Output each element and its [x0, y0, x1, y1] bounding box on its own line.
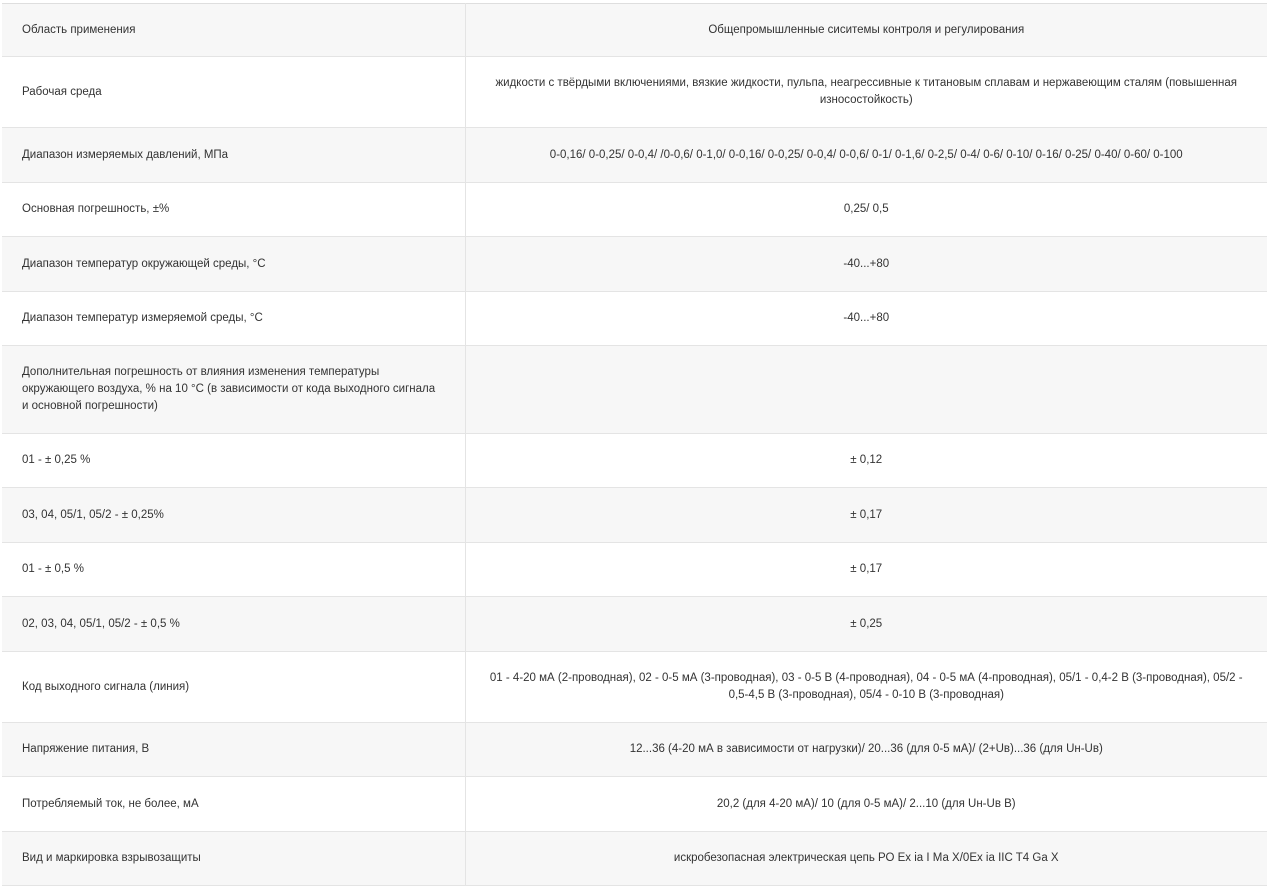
spec-row-base-error: [2, 183, 1267, 237]
spec-row-codes-02-05-05: [2, 597, 1267, 652]
spec-label: Код выходного сигнала (линия): [2, 652, 465, 723]
spec-value: жидкости с твёрдыми включениями, вязкие жидкости, пульпа, неагрессивные к титановым сплавам и нержавеющим сталям (повышенная износостойкость): [465, 57, 1267, 128]
spec-label: 03, 04, 05/1, 05/2 - ± 0,25%: [2, 488, 465, 543]
spec-label: Потребляемый ток, не более, мА: [2, 777, 465, 832]
spec-value: 0-0,16/ 0-0,25/ 0-0,4/ /0-0,6/ 0-1,0/ 0-0,16/ 0-0,25/ 0-0,4/ 0-0,6/ 0-1/ 0-1,6/ 0-2,5/ 0-4/ 0-6/ 0-10/ 0-16/ 0-25/ 0-40/ 0-60/ 0-100: [465, 128, 1267, 183]
spec-value: -40...+80: [465, 237, 1267, 292]
spec-value: 12...36 (4-20 мА в зависимости от нагрузки)/ 20...36 (для 0-5 мА)/ (2+Uв)...36 (для Uн-Uв): [465, 723, 1267, 777]
spec-row-medium-temperature: [2, 292, 1267, 346]
spec-label: Диапазон температур окружающей среды, °С: [2, 237, 465, 292]
spec-row-supply-voltage: [2, 723, 1267, 777]
spec-value: ± 0,17: [465, 543, 1267, 597]
spec-label: Область применения: [2, 4, 465, 57]
spec-value: -40...+80: [465, 292, 1267, 346]
spec-value: [465, 346, 1267, 434]
spec-row-output-signal: [2, 652, 1267, 723]
spec-value: ± 0,25: [465, 597, 1267, 652]
spec-value: ± 0,17: [465, 488, 1267, 543]
spec-row-code-01-025: [2, 434, 1267, 488]
spec-label: 01 - ± 0,25 %: [2, 434, 465, 488]
spec-value: 20,2 (для 4-20 мА)/ 10 (для 0-5 мА)/ 2...10 (для Uн-Uв В): [465, 777, 1267, 832]
spec-row-codes-03-05-025: [2, 488, 1267, 543]
spec-row-explosion-protection: [2, 832, 1267, 886]
spec-value: Общепромышленные сиситемы контроля и регулирования: [465, 4, 1267, 57]
spec-value: искробезопасная электрическая цепь РО Ех ia I Ма Х/0Ех ia IIC T4 Ga X: [465, 832, 1267, 886]
spec-label: Вид и маркировка взрывозащиты: [2, 832, 465, 886]
spec-row-application: [2, 4, 1267, 57]
spec-row-additional-error: [2, 346, 1267, 434]
spec-row-pressure-range: [2, 128, 1267, 183]
spec-value: 01 - 4-20 мА (2-проводная), 02 - 0-5 мА (3-проводная), 03 - 0-5 В (4-проводная), 04 - 0-5 мА (4-проводная), 05/1 - 0,4-2 В (3-проводная), 05/2 - 0,5-4,5 В (3-проводная), 05/4 - 0-10 В (3-проводная): [465, 652, 1267, 723]
spec-label: Рабочая среда: [2, 57, 465, 128]
spec-label: Дополнительная погрешность от влияния изменения температуры окружающего воздуха, % на 10 °С (в зависимости от кода выходного сигнала и основной погрешности): [2, 346, 465, 434]
spec-row-current-consumption: [2, 777, 1267, 832]
spec-label: Основная погрешность, ±%: [2, 183, 465, 237]
spec-label: Напряжение питания, В: [2, 723, 465, 777]
spec-label: 02, 03, 04, 05/1, 05/2 - ± 0,5 %: [2, 597, 465, 652]
spec-label: 01 - ± 0,5 %: [2, 543, 465, 597]
spec-row-ambient-temperature: [2, 237, 1267, 292]
spec-table: [2, 3, 1267, 886]
spec-label: Диапазон температур измеряемой среды, °С: [2, 292, 465, 346]
spec-row-code-01-05: [2, 543, 1267, 597]
spec-label: Диапазон измеряемых давлений, МПа: [2, 128, 465, 183]
spec-row-working-medium: [2, 57, 1267, 128]
spec-value: 0,25/ 0,5: [465, 183, 1267, 237]
spec-value: ± 0,12: [465, 434, 1267, 488]
